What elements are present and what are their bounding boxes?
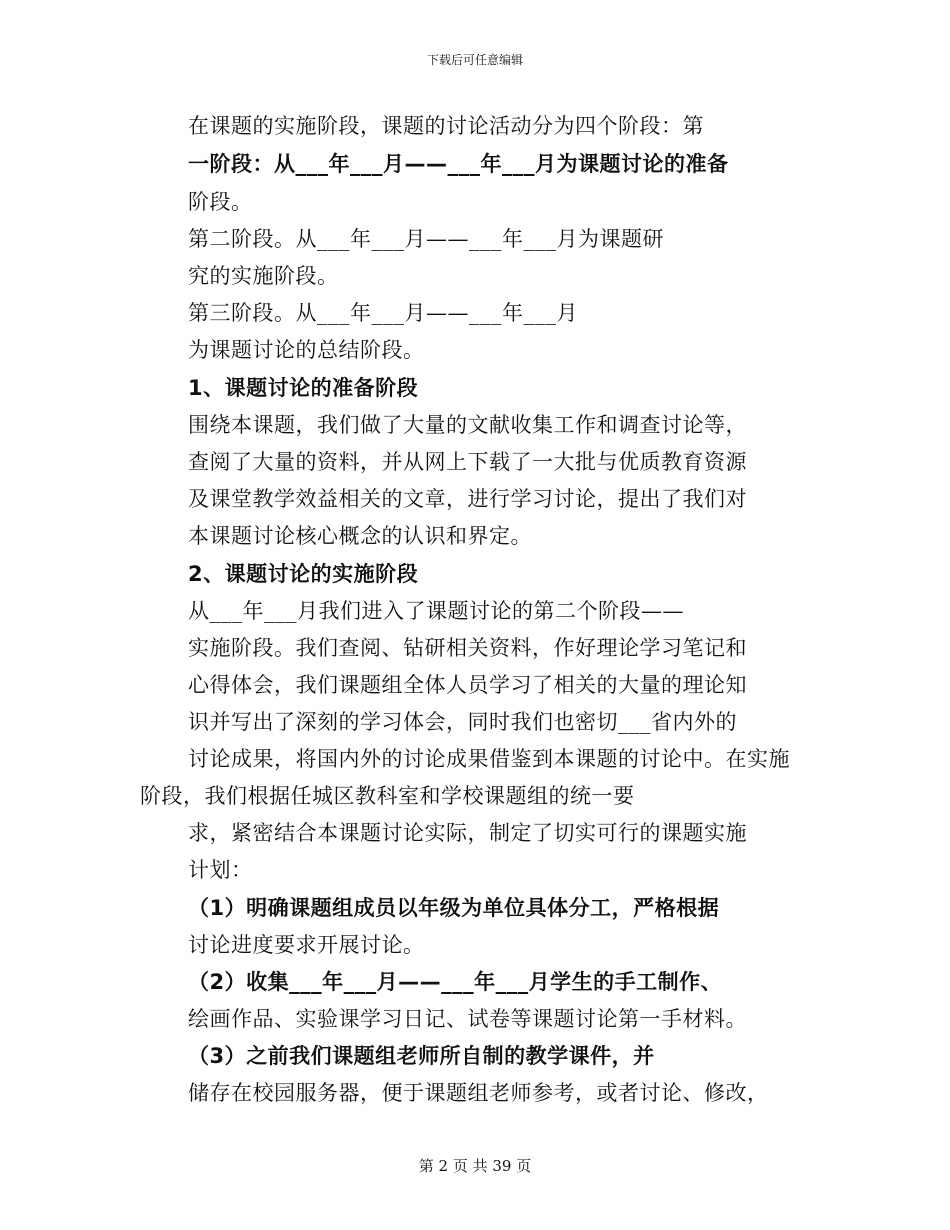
text-line: 实施阶段。我们查阅、钻研相关资料，作好理论学习笔记和 — [188, 636, 747, 660]
section-heading: 2、课题讨论的实施阶段 — [188, 562, 419, 586]
text-line: 究的实施阶段。 — [188, 264, 339, 288]
list-item-heading: （3）之前我们课题组老师所自制的教学课件，并 — [188, 1044, 655, 1068]
text-line: 讨论成果，将国内外的讨论成果借鉴到本课题的讨论中。在实施 — [188, 747, 790, 771]
text-line: 绘画作品、实验课学习日记、试卷等课题讨论第一手材料。 — [188, 1007, 747, 1031]
text-line-bold: 一阶段：从___年___月——___年___月为课题讨论的准备 — [188, 152, 729, 176]
text-line: 围绕本课题，我们做了大量的文献收集工作和调查讨论等， — [188, 413, 747, 437]
page-footer: 第 2 页 共 39 页 — [418, 1157, 532, 1175]
text-line: 求，紧密结合本课题讨论实际，制定了切实可行的课题实施 — [188, 821, 747, 845]
text-line: 第二阶段。从___年___月——___年___月为课题研 — [188, 227, 664, 251]
list-item-heading: （1）明确课题组成员以年级为单位具体分工，严格根据 — [188, 896, 720, 920]
text-line: 第三阶段。从___年___月——___年___月 — [188, 301, 578, 325]
text-line: 从___年___月我们进入了课题讨论的第二个阶段—— — [188, 599, 684, 623]
page-header: 下载后可任意编辑 — [426, 53, 523, 67]
text-line: 阶段，我们根据任城区教科室和学校课题组的统一要 — [140, 784, 635, 808]
text-line: 查阅了大量的资料，并从网上下载了一大批与优质教育资源 — [188, 450, 747, 474]
text-line: 讨论进度要求开展讨论。 — [188, 933, 425, 957]
text-line: 心得体会，我们课题组全体人员学习了相关的大量的理论知 — [188, 673, 747, 697]
text-line: 本课题讨论核心概念的认识和界定。 — [188, 524, 532, 548]
text-line: 在课题的实施阶段，课题的讨论活动分为四个阶段：第 — [188, 114, 704, 138]
text-line: 为课题讨论的总结阶段。 — [188, 338, 425, 362]
section-heading: 1、课题讨论的准备阶段 — [188, 376, 419, 400]
text-line: 识并写出了深刻的学习体会，同时我们也密切___省内外的 — [188, 710, 737, 734]
text-line: 及课堂教学效益相关的文章，进行学习讨论，提出了我们对 — [188, 487, 747, 511]
text-line: 阶段。 — [188, 190, 253, 214]
list-item-heading: （2）收集___年___月——___年___月学生的手工制作、 — [188, 970, 723, 994]
text-line: 计划： — [188, 858, 253, 882]
text-line: 储存在校园服务器，便于课题组老师参考，或者讨论、修改， — [188, 1081, 769, 1105]
